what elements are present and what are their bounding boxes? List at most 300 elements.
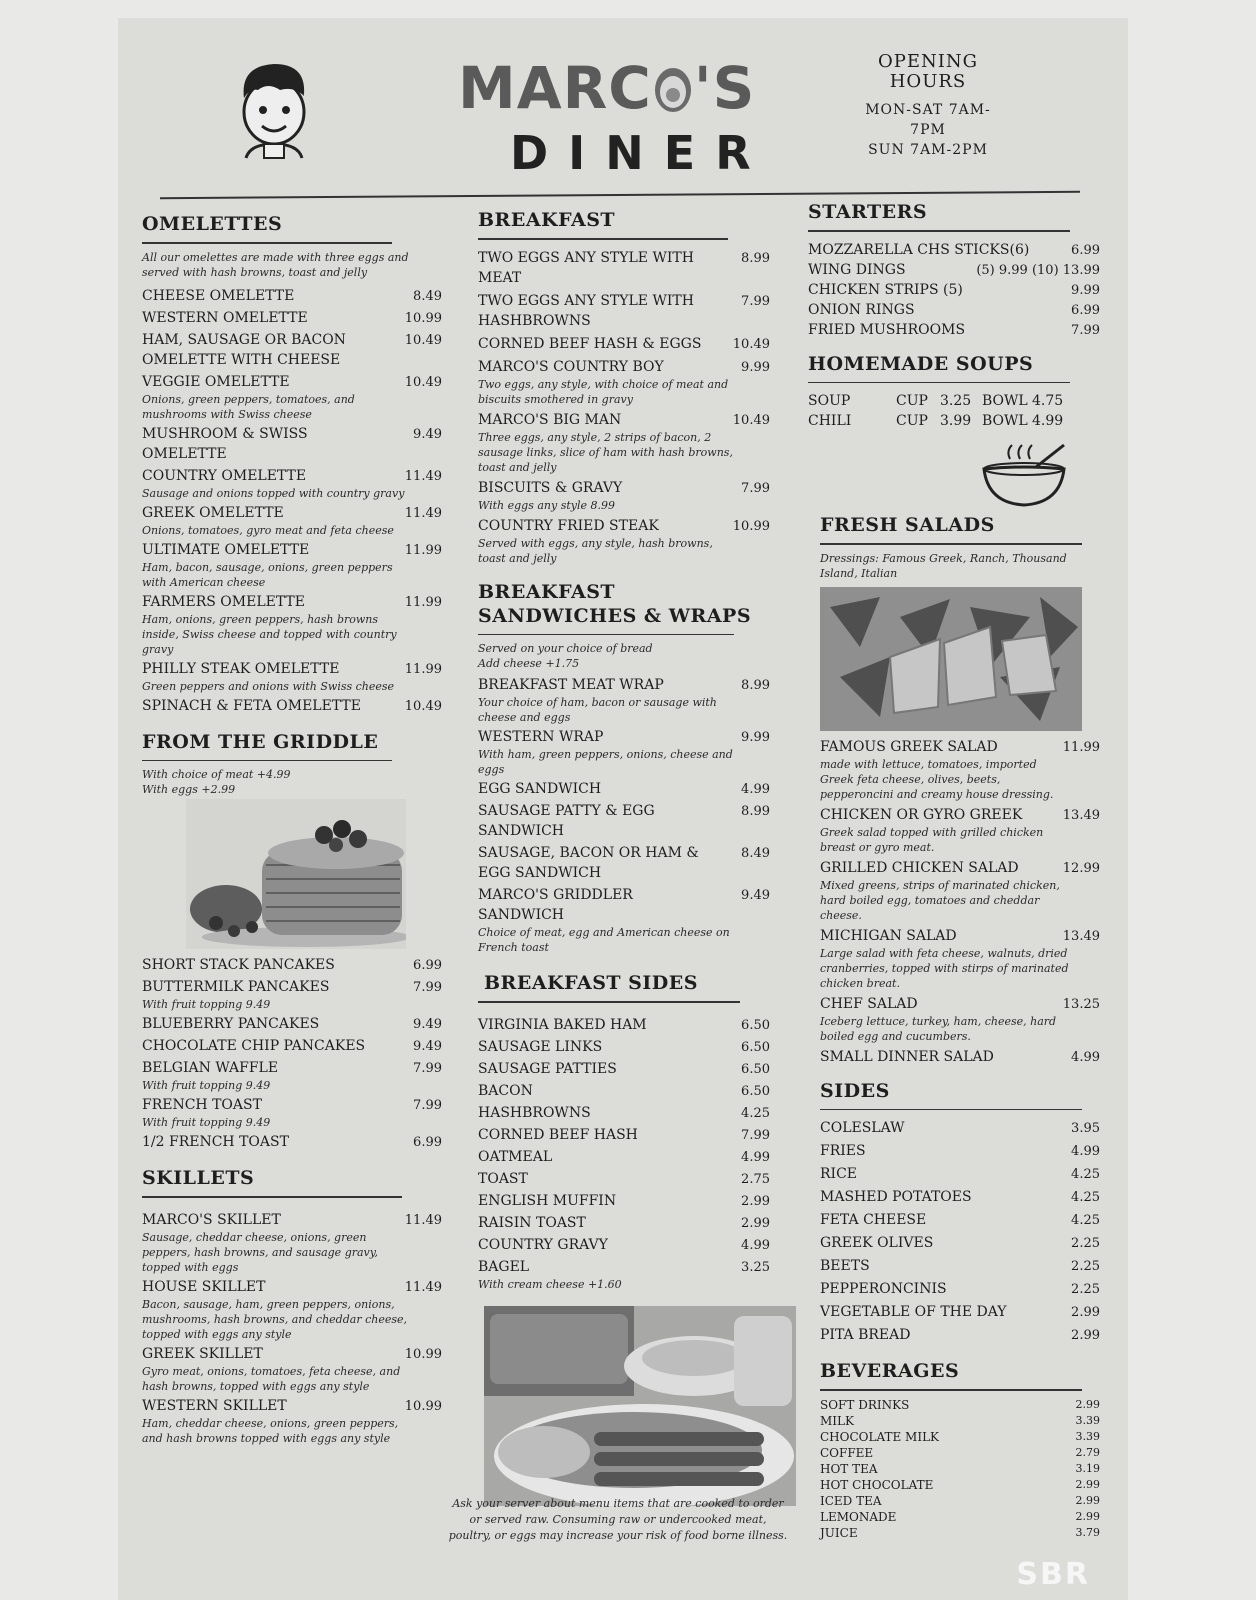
item-price: 2.99: [1075, 1397, 1100, 1411]
item-price: 3.39: [1075, 1413, 1100, 1427]
item-name: SHORT STACK PANCAKES: [142, 957, 335, 973]
item-name: CORNED BEEF HASH & EGGS: [478, 335, 702, 352]
item-description: Choice of meat, egg and American cheese on French toast: [478, 926, 730, 954]
item-description: Bacon, sausage, ham, green peppers, onions, mushrooms, hash browns, and cheddar cheese, topped with eggs any style: [142, 1297, 407, 1341]
menu-item: [478, 1125, 770, 1145]
menu-item: [478, 843, 770, 883]
item-price: 2.75: [741, 1171, 770, 1187]
breakfast-sides-section: [478, 971, 770, 1292]
bowl-price: 4.99: [1032, 413, 1064, 429]
section-divider: [142, 242, 392, 244]
menu-item: [478, 1257, 770, 1292]
menu-item: [478, 1169, 770, 1189]
item-name: BEETS: [820, 1258, 870, 1274]
item-price: 6.50: [741, 1017, 770, 1033]
hours-sunday: SUN 7AM-2PM: [868, 142, 988, 158]
item-price: 6.50: [741, 1061, 770, 1077]
item-name: CHICKEN OR GYRO GREEK: [820, 806, 1023, 823]
item-name: WESTERN SKILLET: [142, 1397, 287, 1414]
item-price: 3.95: [1071, 1121, 1100, 1136]
menu-item: [142, 659, 442, 694]
item-name: EGG SANDWICH: [478, 781, 602, 797]
item-price: 2.99: [1071, 1328, 1100, 1343]
sides-title: SIDES: [820, 1079, 890, 1102]
item-description: Your choice of ham, bacon or sausage with cheese and eggs: [478, 696, 717, 724]
menu-item: [820, 1477, 1100, 1493]
item-price: 9.49: [741, 888, 770, 903]
menu-item: [820, 1187, 1100, 1207]
item-name: TWO EGGS ANY STYLE WITH MEAT: [478, 249, 694, 286]
sandwiches-list: [478, 675, 770, 955]
item-price: 7.99: [413, 1061, 442, 1076]
menu-item: [142, 424, 442, 464]
sandwiches-note-cheese: Add cheese +1.75: [478, 657, 580, 670]
menu-item: [820, 1233, 1100, 1253]
cup-label: CUP: [896, 393, 928, 409]
item-name: JUICE: [820, 1525, 858, 1540]
item-name: FRENCH TOAST: [142, 1097, 262, 1113]
beverages-list: [820, 1397, 1100, 1541]
item-name: HOT CHOCOLATE: [820, 1477, 934, 1492]
menu-item: [478, 1103, 770, 1123]
pancake-stack-photo: [186, 799, 406, 949]
item-price: 10.99: [732, 518, 770, 534]
item-price: 11.49: [404, 1212, 442, 1228]
salads-list: [820, 737, 1100, 1067]
beverages-section: [808, 1359, 1100, 1541]
sides-list: [820, 1118, 1100, 1345]
middle-column: [478, 208, 770, 1506]
salads-title: FRESH SALADS: [820, 514, 995, 536]
item-name: MUSHROOM & SWISS OMELETTE: [142, 425, 308, 462]
item-description: Mixed greens, strips of marinated chicken, hard boiled egg, tomatoes and cheddar cheese.: [820, 878, 1060, 922]
menu-item: [478, 1037, 770, 1057]
item-name: MOZZARELLA CHS STICKS(6): [808, 241, 1030, 258]
item-description: Served with eggs, any style, hash browns, toast and jelly: [478, 536, 713, 565]
sides-section: [808, 1079, 1100, 1346]
menu-item: [478, 675, 770, 725]
sandwiches-title-1: BREAKFAST: [478, 580, 616, 603]
item-name: PEPPERONCINIS: [820, 1281, 947, 1297]
item-name: MARCO'S BIG MAN: [478, 411, 622, 428]
item-description: With fruit topping 9.49: [142, 998, 271, 1011]
item-name: BACON: [478, 1082, 533, 1099]
item-price: 4.99: [741, 782, 770, 797]
item-price: 2.99: [1075, 1493, 1100, 1507]
item-name: GREEK SKILLET: [142, 1345, 263, 1362]
item-price: 11.99: [1062, 739, 1100, 755]
item-price: 11.99: [404, 542, 442, 558]
menu-item: [820, 1256, 1100, 1276]
section-divider: [142, 1196, 402, 1198]
item-name: SOFT DRINKS: [820, 1397, 910, 1412]
menu-item: [478, 885, 770, 955]
menu-item: [142, 1344, 442, 1394]
item-price: 2.99: [1075, 1509, 1100, 1523]
item-price: 8.99: [741, 804, 770, 819]
section-divider: [478, 634, 734, 636]
breakfast-sides-list: [478, 1015, 770, 1292]
item-price: 2.79: [1075, 1445, 1100, 1459]
menu-item: [820, 1509, 1100, 1525]
item-description: With fruit topping 9.49: [142, 1116, 271, 1129]
item-name: SAUSAGE PATTIES: [478, 1060, 617, 1077]
item-price: 6.50: [741, 1039, 770, 1055]
menu-item: [142, 1095, 442, 1130]
menu-item: [478, 779, 770, 799]
menu-sheet: [118, 18, 1128, 1600]
omelettes-section: [142, 212, 442, 716]
menu-item: [820, 858, 1100, 923]
menu-item: [478, 334, 770, 354]
item-price: 3.25: [741, 1259, 770, 1275]
item-name: BAGEL: [478, 1258, 530, 1275]
item-name: CHOCOLATE CHIP PANCAKES: [142, 1038, 366, 1054]
greek-salad-photo: [820, 587, 1082, 731]
item-price: 9.99: [741, 730, 770, 745]
cup-price: 3.25: [940, 393, 972, 409]
item-name: BELGIAN WAFFLE: [142, 1060, 279, 1076]
item-price: 7.99: [741, 480, 770, 496]
hours-title-2: HOURS: [889, 71, 967, 92]
griddle-note-meat: With choice of meat +4.99: [142, 768, 291, 781]
item-name: GREEK OMELETTE: [142, 504, 284, 521]
item-name: MILK: [820, 1413, 854, 1428]
item-price: 2.99: [1075, 1477, 1100, 1491]
menu-item: [820, 1525, 1100, 1541]
omelettes-title: OMELETTES: [142, 213, 283, 235]
breakfast-sides-title: BREAKFAST SIDES: [484, 972, 698, 994]
item-description: Gyro meat, onions, tomatoes, feta cheese, and hash browns, topped with eggs any style: [142, 1364, 401, 1393]
menu-item: [820, 805, 1100, 855]
item-price: 8.99: [741, 250, 770, 266]
item-name: OATMEAL: [478, 1148, 553, 1165]
bowl-label: BOWL: [982, 393, 1028, 409]
item-price: 11.49: [404, 1279, 442, 1295]
item-description: made with lettuce, tomatoes, imported Greek feta cheese, olives, beets, pepperoncini and creamy house dressing.: [820, 757, 1054, 801]
item-description: Iceberg lettuce, turkey, ham, cheese, hard boiled egg and cucumbers.: [820, 1014, 1057, 1043]
item-name: ICED TEA: [820, 1493, 882, 1508]
menu-item: [478, 516, 770, 566]
item-price: 8.49: [413, 288, 442, 304]
item-name: CORNED BEEF HASH: [478, 1126, 638, 1143]
menu-item: [478, 727, 770, 777]
menu-item: [142, 330, 442, 370]
section-divider: [478, 238, 728, 240]
omelettes-note: All our omelettes are made with three eggs and served with hash browns, toast and jelly: [142, 250, 409, 279]
item-name: WESTERN OMELETTE: [142, 309, 308, 326]
item-price: 10.49: [404, 332, 442, 348]
item-name: 1/2 FRENCH TOAST: [142, 1134, 289, 1150]
item-price: 3.19: [1075, 1461, 1100, 1475]
item-name: SPINACH & FETA OMELETTE: [142, 697, 361, 714]
item-price: 7.99: [413, 1098, 442, 1113]
menu-item: [808, 260, 1100, 280]
menu-item: [820, 737, 1100, 802]
item-name: MASHED POTATOES: [820, 1189, 972, 1205]
hours-weekday: MON-SAT 7AM-7PM: [865, 102, 991, 138]
item-name: COUNTRY FRIED STEAK: [478, 517, 659, 534]
menu-item: [808, 280, 1100, 300]
menu-item: [820, 994, 1100, 1044]
item-price: 10.49: [404, 698, 442, 714]
item-price: 13.49: [1062, 807, 1100, 823]
hours-title-1: OPENING: [878, 51, 978, 72]
item-description: Onions, tomatoes, gyro meat and feta cheese: [142, 523, 394, 537]
item-name: BUTTERMILK PANCAKES: [142, 979, 330, 995]
item-name: COUNTRY GRAVY: [478, 1236, 608, 1253]
griddle-note-eggs: With eggs +2.99: [142, 783, 236, 796]
right-column: [808, 200, 1100, 1541]
item-description: Green peppers and onions with Swiss cheese: [142, 679, 395, 693]
item-description: Greek salad topped with grilled chicken breast or gyro meat.: [820, 825, 1044, 854]
menu-item: [820, 926, 1100, 991]
item-name: GRILLED CHICKEN SALAD: [820, 859, 1019, 876]
item-name: FAMOUS GREEK SALAD: [820, 738, 998, 755]
section-divider: [820, 1109, 1082, 1111]
menu-item: [142, 1277, 442, 1342]
item-name: WING DINGS: [808, 261, 906, 278]
menu-header: [118, 18, 1128, 198]
soups-list: [808, 391, 1100, 431]
menu-item: [478, 1191, 770, 1211]
bowl-label: BOWL: [982, 413, 1028, 429]
soup-name: CHILI: [808, 413, 852, 429]
beverages-title: BEVERAGES: [820, 1360, 960, 1382]
item-price: 11.99: [404, 594, 442, 610]
item-price: 11.99: [404, 661, 442, 677]
opening-hours: [848, 52, 1008, 160]
menu-item: [142, 1210, 442, 1275]
menu-item: [820, 1118, 1100, 1138]
menu-item: [820, 1413, 1100, 1429]
item-name: HAM, SAUSAGE OR BACON OMELETTE WITH CHEESE: [142, 331, 346, 368]
item-name: ULTIMATE OMELETTE: [142, 541, 310, 558]
soup-row: [808, 411, 1100, 431]
menu-item: [478, 410, 770, 475]
item-price: 4.99: [1071, 1144, 1100, 1159]
section-divider: [820, 1389, 1082, 1391]
starters-section: [808, 200, 1100, 340]
menu-item: [142, 1132, 442, 1152]
item-name: BREAKFAST MEAT WRAP: [478, 677, 664, 693]
item-description: Onions, green peppers, tomatoes, and mushrooms with Swiss cheese: [142, 392, 355, 421]
menu-item: [478, 1147, 770, 1167]
item-price: 4.25: [1071, 1167, 1100, 1182]
menu-item: [478, 1059, 770, 1079]
griddle-section: [142, 730, 442, 1153]
food-safety-notice: Ask your server about menu items that are cooked to order or served raw. Consuming raw or undercooked meat, poultry, or eggs may increase your risk of food borne illness.: [448, 1497, 788, 1542]
item-name: SAUSAGE LINKS: [478, 1038, 603, 1055]
griddle-title: FROM THE GRIDDLE: [142, 730, 379, 753]
item-name: HOUSE SKILLET: [142, 1278, 266, 1295]
menu-item: [478, 1015, 770, 1035]
menu-item: [478, 1213, 770, 1233]
menu-item: [142, 372, 442, 422]
item-name: CHICKEN STRIPS (5): [808, 281, 963, 298]
item-price: 6.99: [413, 958, 442, 973]
skillets-section: [142, 1166, 442, 1446]
item-name: TWO EGGS ANY STYLE WITH HASHBROWNS: [478, 292, 694, 329]
item-price: 8.49: [741, 846, 770, 861]
skillets-list: [142, 1210, 442, 1446]
item-name: SMALL DINNER SALAD: [820, 1048, 994, 1065]
item-name: SAUSAGE PATTY & EGG SANDWICH: [478, 803, 655, 839]
item-name: LEMONADE: [820, 1509, 897, 1524]
item-price: 10.99: [404, 1346, 442, 1362]
item-price: 3.39: [1075, 1429, 1100, 1443]
item-name: PHILLY STEAK OMELETTE: [142, 660, 340, 677]
item-name: BLUEBERRY PANCAKES: [142, 1016, 320, 1032]
menu-item: [142, 1058, 442, 1093]
item-price: 6.50: [741, 1083, 770, 1099]
item-price: 2.25: [1071, 1282, 1100, 1297]
item-description: Ham, bacon, sausage, onions, green peppers with American cheese: [142, 560, 393, 589]
item-description: With cream cheese +1.60: [478, 1277, 622, 1291]
breakfast-list: [478, 248, 770, 566]
item-name: MARCO'S COUNTRY BOY: [478, 358, 664, 375]
griddle-list: [142, 955, 442, 1152]
item-price: 2.25: [1071, 1259, 1100, 1274]
item-name: WESTERN WRAP: [478, 729, 604, 745]
menu-item: [820, 1302, 1100, 1322]
item-description: With fruit topping 9.49: [142, 1079, 271, 1092]
menu-item: [820, 1461, 1100, 1477]
menu-item: [142, 955, 442, 975]
item-name: FRIES: [820, 1143, 866, 1159]
menu-item: [478, 801, 770, 841]
item-name: VIRGINIA BAKED HAM: [478, 1016, 647, 1033]
item-price: 10.99: [404, 1398, 442, 1414]
starters-list: [808, 240, 1100, 340]
menu-item: [820, 1493, 1100, 1509]
menu-item: [820, 1164, 1100, 1184]
menu-item: [820, 1210, 1100, 1230]
menu-item: [478, 291, 770, 331]
item-price: 10.99: [404, 310, 442, 326]
item-name: ONION RINGS: [808, 301, 915, 318]
item-name: MARCO'S GRIDDLER SANDWICH: [478, 887, 633, 923]
soups-title: HOMEMADE SOUPS: [808, 352, 1034, 375]
salads-note: Dressings: Famous Greek, Ranch, Thousand Island, Italian: [820, 551, 1067, 580]
menu-item: [820, 1141, 1100, 1161]
menu-item: [808, 240, 1100, 260]
section-divider: [478, 1001, 740, 1003]
item-name: HOT TEA: [820, 1461, 878, 1476]
section-divider: [808, 382, 1070, 384]
item-price: 2.99: [1071, 1305, 1100, 1320]
item-price: 7.99: [741, 293, 770, 309]
item-price: 8.99: [741, 678, 770, 693]
menu-item: [142, 503, 442, 538]
item-name: BISCUITS & GRAVY: [478, 479, 623, 496]
avocado-egg-icon: [652, 62, 694, 114]
menu-item: [820, 1047, 1100, 1067]
menu-item: [142, 466, 442, 501]
item-price: 10.49: [732, 412, 770, 428]
soup-bowl-icon: [976, 439, 1072, 509]
starters-title: STARTERS: [808, 201, 928, 223]
header-divider: [160, 191, 1080, 199]
menu-item: [142, 1396, 442, 1446]
menu-item: [142, 592, 442, 657]
section-divider: [142, 760, 392, 762]
item-price: 10.49: [732, 336, 770, 352]
item-name: COFFEE: [820, 1445, 874, 1460]
item-description: Three eggs, any style, 2 strips of bacon, 2 sausage links, slice of ham with hash browns, toast and jelly: [478, 430, 733, 474]
item-price: 13.25: [1062, 996, 1100, 1012]
item-description: Ham, cheddar cheese, onions, green peppers, and hash browns topped with eggs any style: [142, 1416, 399, 1445]
item-price: 7.99: [741, 1127, 770, 1143]
item-name: RAISIN TOAST: [478, 1214, 586, 1231]
item-name: TOAST: [478, 1170, 528, 1187]
brand-name-line1: [458, 54, 756, 122]
menu-item: [478, 1081, 770, 1101]
breakfast-plate-photo: [484, 1306, 796, 1506]
item-price: 6.99: [413, 1135, 442, 1150]
menu-item: [142, 308, 442, 328]
breakfast-title: BREAKFAST: [478, 209, 616, 231]
section-divider: [820, 543, 1082, 545]
item-name: CHOCOLATE MILK: [820, 1429, 940, 1444]
item-price: 4.99: [741, 1237, 770, 1253]
menu-item: [808, 300, 1100, 320]
menu-item: [478, 248, 770, 288]
item-name: VEGETABLE OF THE DAY: [820, 1304, 1007, 1320]
item-description: Sausage and onions topped with country gravy: [142, 486, 405, 500]
menu-item: [820, 1397, 1100, 1413]
omelettes-list: [142, 286, 442, 716]
item-price: 4.25: [1071, 1190, 1100, 1205]
item-price: 3.79: [1075, 1525, 1100, 1539]
menu-item: [820, 1279, 1100, 1299]
item-name: PITA BREAD: [820, 1327, 911, 1343]
brand-name-line2: DINER: [510, 126, 771, 180]
item-name: COUNTRY OMELETTE: [142, 467, 307, 484]
item-price: 2.99: [741, 1215, 770, 1231]
item-description: Sausage, cheddar cheese, onions, green peppers, hash browns, and sausage gravy, topped with eggs: [142, 1230, 379, 1274]
salads-section: [808, 513, 1100, 1067]
item-name: CHEESE OMELETTE: [142, 287, 295, 304]
menu-item: [142, 1036, 442, 1056]
soups-section: [808, 352, 1100, 510]
item-name: FRIED MUSHROOMS: [808, 321, 966, 338]
menu-item: [142, 286, 442, 306]
menu-item: [478, 1235, 770, 1255]
item-name: COLESLAW: [820, 1120, 905, 1136]
breakfast-section: [478, 208, 770, 566]
item-price: 4.25: [741, 1105, 770, 1121]
item-description: Ham, onions, green peppers, hash browns inside, Swiss cheese and topped with country gravy: [142, 612, 397, 656]
menu-item: [478, 357, 770, 407]
item-price: 11.49: [404, 468, 442, 484]
item-name: GREEK OLIVES: [820, 1235, 934, 1251]
menu-item: [142, 1014, 442, 1034]
item-price: (5) 9.99 (10) 13.99: [976, 262, 1100, 278]
item-price: 2.99: [741, 1193, 770, 1209]
item-name: FARMERS OMELETTE: [142, 593, 305, 610]
item-price: 13.49: [1062, 928, 1100, 944]
item-name: MARCO'S SKILLET: [142, 1211, 281, 1228]
sbr-watermark: SBR: [1016, 1557, 1090, 1592]
item-name: MICHIGAN SALAD: [820, 927, 957, 944]
menu-item: [142, 696, 442, 716]
item-name: SAUSAGE, BACON OR HAM & EGG SANDWICH: [478, 845, 699, 881]
item-price: 12.99: [1062, 860, 1100, 876]
item-name: CHEF SALAD: [820, 995, 918, 1012]
item-price: 9.49: [413, 426, 442, 442]
item-price: 7.99: [1071, 322, 1100, 338]
